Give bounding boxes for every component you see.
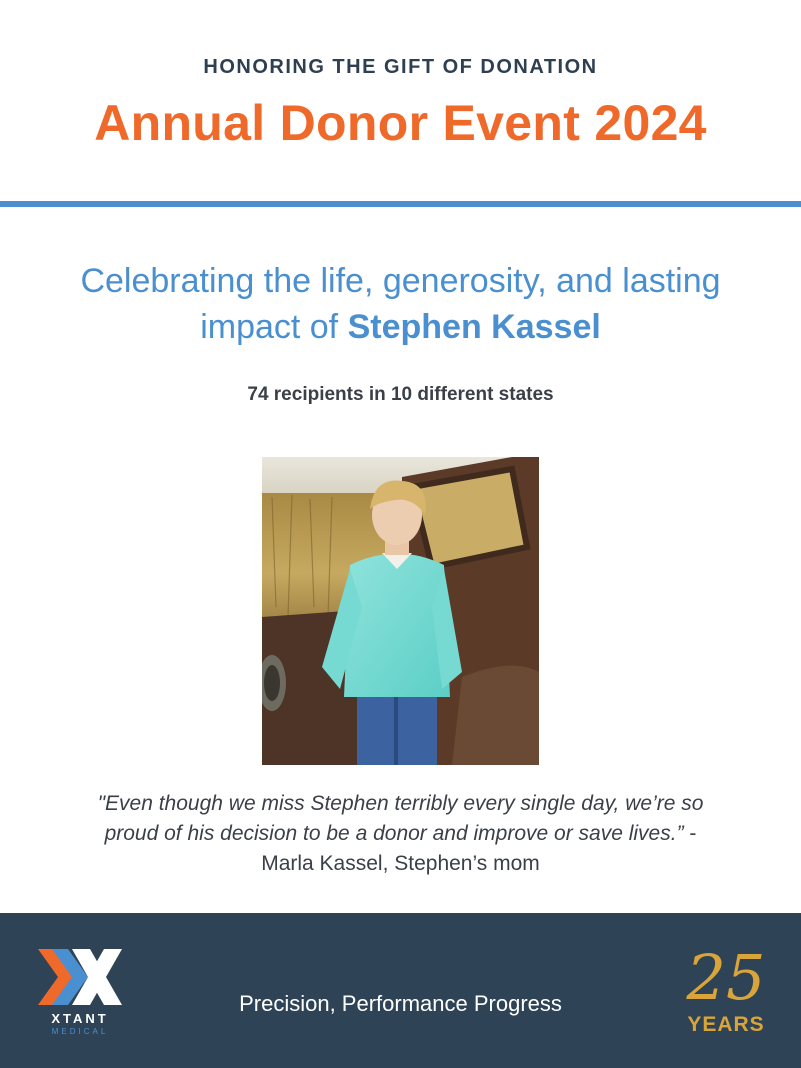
logo-subtitle: MEDICAL	[51, 1027, 109, 1036]
testimonial-quote	[80, 789, 721, 879]
anniversary-number: 25	[686, 941, 766, 1014]
anniversary-label: YEARS	[687, 1013, 765, 1036]
headline	[60, 258, 741, 350]
page-title: Annual Donor Event 2024	[94, 95, 707, 151]
donor-photo	[262, 457, 539, 765]
divider-rule	[0, 201, 801, 207]
logo-wordmark: XTANT	[51, 1011, 109, 1026]
honoree-name: Stephen Kassel	[347, 308, 601, 346]
headline-text: Celebrating the life, generosity, and lasting impact of	[80, 262, 721, 346]
eyebrow-heading: HONORING THE GIFT OF DONATION	[203, 56, 598, 78]
anniversary-25-years-logo	[676, 943, 776, 1043]
footer	[0, 913, 801, 1068]
recipient-stats: 74 recipients in 10 different states	[247, 384, 554, 405]
footer-tagline: Precision, Performance Progress	[239, 991, 562, 1016]
quote-text: "Even though we miss Stephen terribly every single day, we’re so proud of his decision to be a donor and improve or save lives.”	[97, 792, 704, 845]
quote-attribution: - Marla Kassel, Stephen’s mom	[261, 822, 697, 875]
